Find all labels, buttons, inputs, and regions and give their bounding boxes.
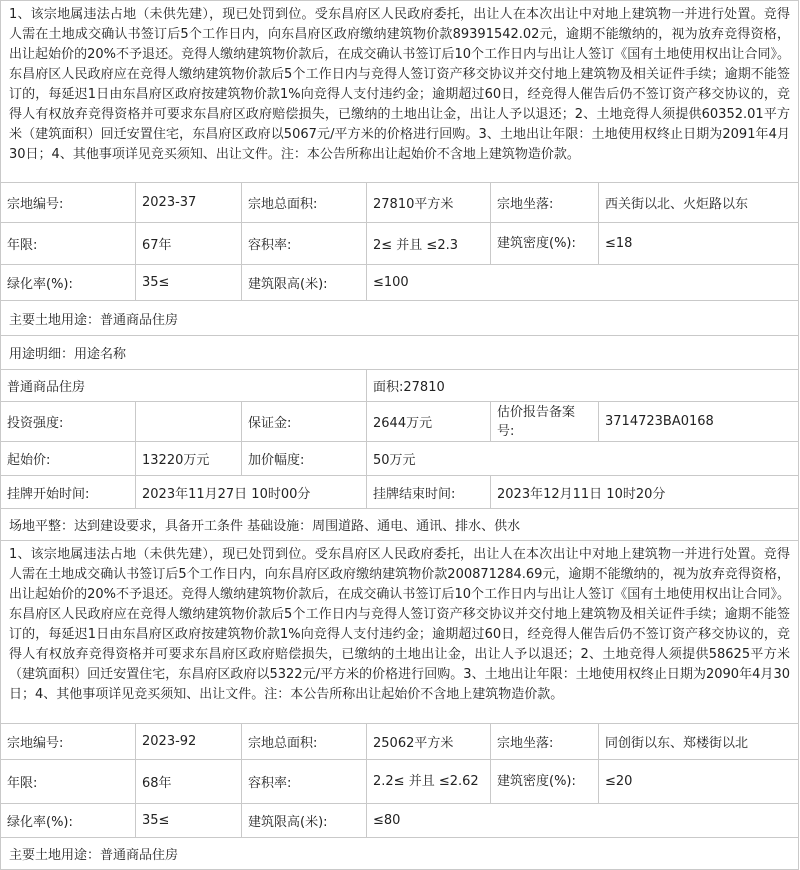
use-name: 普通商品住房 [1,370,367,401]
use-area: 面积:27810 [373,380,445,395]
area-value: 27810平方米 [367,183,491,222]
report-value: 3714723BA0168 [605,414,714,429]
term-label: 年限: [1,760,136,803]
code-label: 宗地编号: [1,183,136,222]
location-label: 宗地坐落: [491,724,599,759]
deposit-value: 2644万元 [367,402,491,441]
code-value: 2023-92 [136,724,242,759]
parcel1-site-condition: 场地平整：达到建设要求，具备开工条件 基础设施：周围道路、通电、通讯、排水、供水 [0,509,799,541]
far-value: 2≤ 并且 ≤2.3 [367,223,491,264]
height-value: ≤100 [373,275,409,290]
height-label: 建筑限高(米): [242,265,367,300]
parcel1-main-use: 主要土地用途：普通商品住房 [0,301,799,336]
parcel2-row-term [0,760,799,804]
height-value: ≤80 [373,813,401,828]
density-value: ≤18 [605,236,633,251]
location-value: 同创街以东、郑楼街以北 [605,736,749,751]
list-end-label: 挂牌结束时间: [367,476,491,508]
area-label: 宗地总面积: [242,183,367,222]
density-label: 建筑密度(%): [491,760,599,803]
parcel1-row-use [0,370,799,402]
start-price-value: 13220万元 [136,442,242,475]
list-start-value: 2023年11月27日 10时00分 [136,476,367,508]
increment-label: 加价幅度: [242,442,367,475]
parcel1-row-code [0,183,799,223]
code-value: 2023-37 [136,183,242,222]
green-label: 绿化率(%): [1,804,136,837]
far-value: 2.2≤ 并且 ≤2.62 [367,760,491,803]
list-start-label: 挂牌开始时间: [1,476,136,508]
height-label: 建筑限高(米): [242,804,367,837]
increment-value: 50万元 [373,453,416,468]
green-value: 35≤ [136,265,242,300]
parcel2-row-code [0,724,799,760]
code-label: 宗地编号: [1,724,136,759]
parcel2-notes: 1、该宗地属违法占地（未供先建），现已处罚到位。受东昌府区人民政府委托，出让人在本次出让中对地上建筑物一并进行处置。竞得人需在土地成交确认书签订后5个工作日内，向东昌府区政府缴纳建筑物价款200871284.69元，逾期不能缴纳的，视为放弃竞得资格，出让起始价的20%不予退还。竞得人缴纳建筑物价款后，在成交确认书签订后10个工作日内与出让人签订《国有土地使用权出让合同》。东昌府区人民政府应在竞得人缴纳建筑物价款后5个工作日内与竞得人签订资产移交协议并交付地上建筑物及相关证件手续；逾期不能签订的，每延迟1日由东昌府区政府按建筑物价款1%向竞得人支付违约金；逾期超过60日，经竞得人催告后仍不签订资产移交协议的，竞得人有权放弃竞得资格并可要求东昌府区政府赔偿损失，已缴纳的土地出让金，出让人予以退还；2、土地竞得人须提供58625平方米（建筑面积）回迁安置住宅，东昌府区政府以5322元/平方米的价格进行回购。3、土地出让年限：土地使用权终止日期为2090年4月30日；4、其他事项详见竞买须知、出让文件。注：本公告所称出让起始价不含地上建筑物造价款。 [0,541,799,724]
density-value: ≤20 [605,774,633,789]
parcel1-row-price [0,442,799,476]
far-label: 容积率: [242,760,367,803]
term-value: 68年 [136,760,242,803]
area-value: 25062平方米 [367,724,491,759]
location-label: 宗地坐落: [491,183,599,222]
list-end-value: 2023年12月11日 10时20分 [497,486,666,502]
deposit-label: 保证金: [242,402,367,441]
far-label: 容积率: [242,223,367,264]
parcel1-row-listing [0,476,799,509]
parcel1-row-term [0,223,799,265]
green-value: 35≤ [136,804,242,837]
density-label: 建筑密度(%): [491,223,599,264]
parcel1-row-invest [0,402,799,442]
location-value: 西关街以北、火炬路以东 [605,197,749,212]
area-label: 宗地总面积: [242,724,367,759]
parcel2-row-green [0,804,799,838]
parcel1-row-green [0,265,799,301]
term-value: 67年 [136,223,242,264]
term-label: 年限: [1,223,136,264]
invest-label: 投资强度: [1,402,136,441]
parcel1-use-detail: 用途明细：用途名称 [0,336,799,370]
parcel2-main-use: 主要土地用途：普通商品住房 [0,838,799,870]
parcel1-notes: 1、该宗地属违法占地（未供先建），现已处罚到位。受东昌府区人民政府委托，出让人在本次出让中对地上建筑物一并进行处置。竞得人需在土地成交确认书签订后5个工作日内，向东昌府区政府缴纳建筑物价款89391542.02元，逾期不能缴纳的，视为放弃竞得资格，出让起始价的20%不予退还。竞得人缴纳建筑物价款后，在成交确认书签订后10个工作日内与出让人签订《国有土地使用权出让合同》。东昌府区人民政府应在竞得人缴纳建筑物价款后5个工作日内与竞得人签订资产移交协议并交付地上建筑物及相关证件手续；逾期不能签订的，每延迟1日由东昌府区政府按建筑物价款1%向竞得人支付违约金；逾期超过60日，经竞得人催告后仍不签订资产移交协议的，竞得人有权放弃竞得资格并可要求东昌府区政府赔偿损失，已缴纳的土地出让金，出让人予以退还；2、土地竞得人须提供60352.01平方米（建筑面积）回迁安置住宅，东昌府区政府以5067元/平方米的价格进行回购。3、土地出让年限：土地使用权终止日期为2091年4月30日；4、其他事项详见竞买须知、出让文件。注：本公告所称出让起始价不含地上建筑物造价款。 [0,0,799,183]
green-label: 绿化率(%): [1,265,136,300]
invest-value [136,402,242,441]
start-price-label: 起始价: [1,442,136,475]
report-label: 估价报告备案号: [491,402,599,441]
